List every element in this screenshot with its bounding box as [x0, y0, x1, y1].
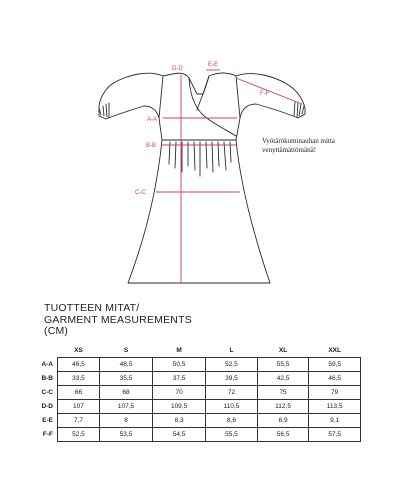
table-cell: 66	[58, 386, 100, 400]
label-ee: E-E	[208, 62, 219, 68]
table-cell: 39,5	[206, 372, 258, 386]
table-cell: 8	[99, 414, 152, 428]
size-header: XL	[257, 344, 309, 358]
table-cell: 33,5	[58, 372, 100, 386]
label-bb: B-B	[146, 143, 157, 149]
table-row	[31, 358, 361, 372]
table-cell: 50,5	[153, 358, 206, 372]
table-cell: 37,5	[153, 372, 206, 386]
table-cell: 35,5	[99, 372, 152, 386]
skirt-outline	[128, 140, 270, 283]
row-label: F-F	[42, 431, 53, 438]
size-header: L	[206, 344, 258, 358]
table-cell: 56,5	[257, 428, 309, 442]
row-label: E-E	[42, 417, 53, 424]
size-table	[31, 344, 361, 442]
label-aa: A-A	[147, 117, 158, 123]
table-row	[31, 428, 361, 442]
left-cuff	[99, 103, 109, 117]
table-cell: 42,5	[257, 372, 309, 386]
waistband-note	[262, 137, 372, 155]
wrap-neckline	[189, 76, 236, 136]
table-cell: 55,5	[257, 358, 309, 372]
table-cell: 70	[153, 386, 206, 400]
table-cell: 8,3	[153, 414, 206, 428]
table-cell: 48,5	[99, 358, 152, 372]
row-label: C-C	[41, 389, 53, 396]
corner-cell	[31, 344, 58, 358]
size-header-row	[31, 344, 361, 358]
right-cuff	[294, 102, 304, 117]
table-cell: 7,7	[58, 414, 100, 428]
table-cell: 54,5	[153, 428, 206, 442]
table-cell: 57,5	[309, 428, 361, 442]
size-header: S	[99, 344, 152, 358]
row-label: B-B	[41, 375, 53, 382]
size-header: XXL	[309, 344, 361, 358]
skirt-gathers	[169, 142, 231, 176]
table-cell: 109,5	[153, 400, 206, 414]
table-cell: 55,5	[206, 428, 258, 442]
table-row	[31, 386, 361, 400]
table-cell: 8,6	[206, 414, 258, 428]
table-cell: 59,5	[309, 358, 361, 372]
table-cell: 8,9	[257, 414, 309, 428]
table-cell: 107	[58, 400, 100, 414]
table-cell: 68	[99, 386, 152, 400]
table-cell: 72	[206, 386, 258, 400]
label-cc: C-C	[135, 190, 146, 196]
table-cell: 52,5	[206, 358, 258, 372]
table-cell: 79	[309, 386, 361, 400]
bodice-outline	[159, 73, 240, 140]
table-cell: 46,5	[58, 358, 100, 372]
row-label: D-D	[41, 403, 53, 410]
table-cell: 107,5	[99, 400, 152, 414]
heading-line2: GARMENT MEASUREMENTS	[44, 313, 192, 326]
waistband-note-line1: Vyötärökuminauhan mitta	[262, 137, 335, 145]
table-cell: 75	[257, 386, 309, 400]
table-cell: 113,5	[309, 400, 361, 414]
table-cell: 46,5	[309, 372, 361, 386]
size-header: M	[153, 344, 206, 358]
label-dd: D-D	[172, 66, 183, 72]
table-cell: 52,5	[58, 428, 100, 442]
table-cell: 110,5	[206, 400, 258, 414]
label-ff: F-F	[260, 91, 270, 97]
waistband-note-line2: venyttämättömänä!	[262, 146, 317, 154]
heading-line3: (CM)	[44, 325, 69, 337]
row-label: A-A	[41, 361, 53, 368]
heading-line1: TUOTTEEN MITAT/	[44, 302, 140, 314]
table-row	[31, 372, 361, 386]
table-row	[31, 400, 361, 414]
table-cell: 112,5	[257, 400, 309, 414]
table-row	[31, 414, 361, 428]
table-cell: 9,1	[309, 414, 361, 428]
size-header: XS	[58, 344, 100, 358]
measurements-heading	[44, 303, 192, 338]
table-cell: 53,5	[99, 428, 152, 442]
